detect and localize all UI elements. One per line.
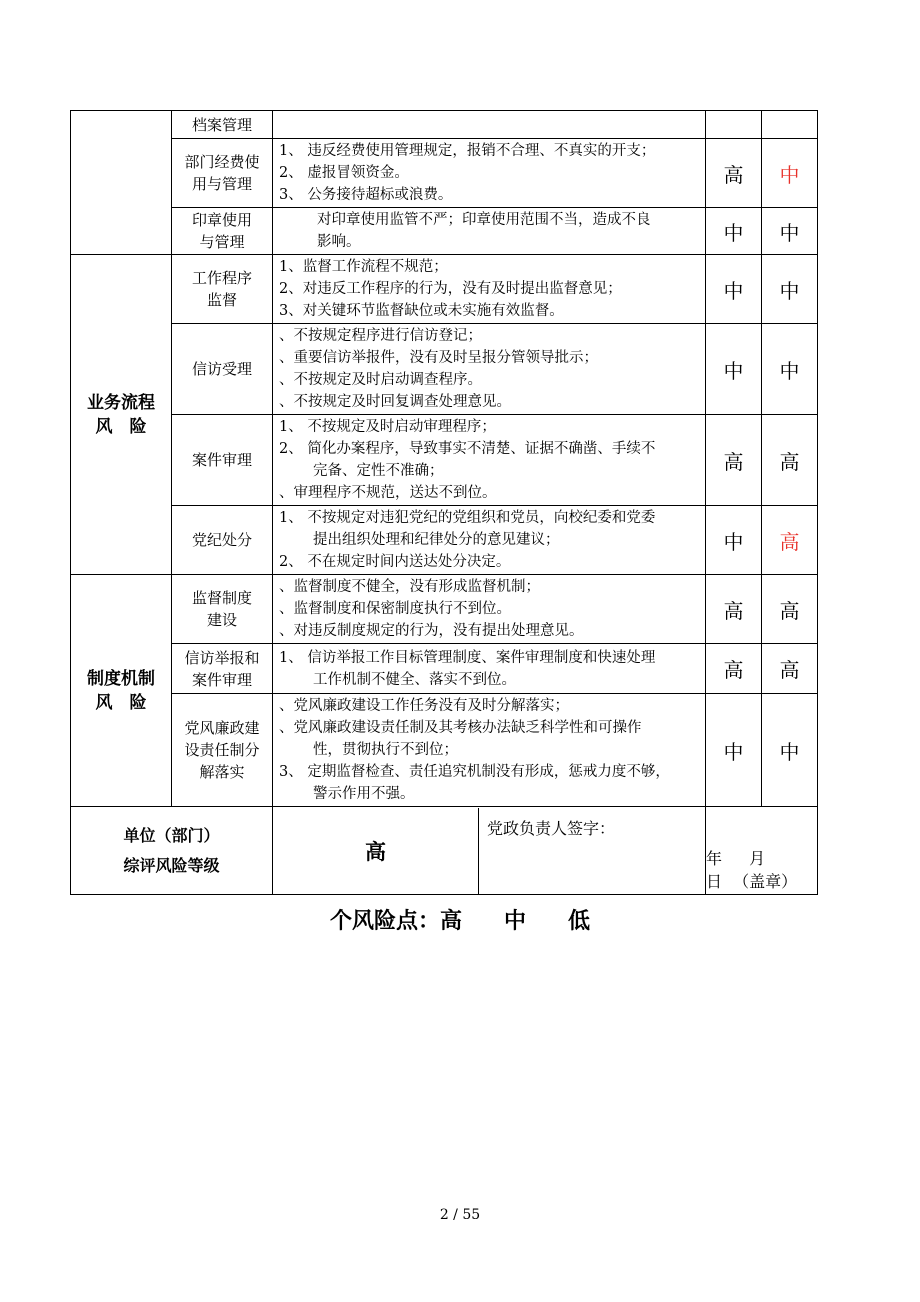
item-petition: 信访受理: [172, 324, 273, 415]
desc-workflow: 1、监督工作流程不规范； 2、对违反工作程序的行为，没有及时提出监督意见； 3、对关键环节监督缺位或未实施有效监督。: [273, 255, 706, 324]
legend-low: 低: [568, 909, 591, 934]
desc-seal: 对印章使用监管不严；印章使用范围不当，造成不良 影响。: [273, 208, 706, 255]
level-petition-1: 中: [706, 324, 762, 415]
level-funds-2: 中: [762, 139, 818, 208]
level-case-2: 高: [762, 415, 818, 506]
category-cell-empty: [71, 111, 172, 255]
item-case: 案件审理: [172, 415, 273, 506]
signature-date: 年 月 日 （盖章）: [706, 849, 798, 891]
signature-area: [479, 808, 705, 894]
item-report: 信访举报和案件审理: [172, 644, 273, 694]
level-funds-1: 高: [706, 139, 762, 208]
level-integrity-2: 中: [762, 694, 818, 807]
legend-high: 高: [439, 909, 462, 934]
item-archive: 档案管理: [172, 111, 273, 139]
legend-label: 个风险点：: [329, 909, 440, 934]
desc-supervision: 、监督制度不健全，没有形成监督机制； 、监督制度和保密制度执行不到位。 、对违反制度规定的行为，没有提出处理意见。: [273, 575, 706, 644]
signature-date-cell: [706, 807, 818, 895]
desc-case: 1、 不按规定及时启动审理程序； 2、 简化办案程序，导致事实不清楚、证据不确凿、手续不 完备、定性不准确； 、审理程序不规范，送达不到位。: [273, 415, 706, 506]
table-row: [71, 139, 818, 208]
item-discipline: 党纪处分: [172, 506, 273, 575]
level-workflow-1: 中: [706, 255, 762, 324]
desc-discipline: 1、 不按规定对违犯党纪的党组织和党员，向校纪委和党委 提出组织处理和纪律处分的意见建议； 2、 不在规定时间内送达处分决定。: [273, 506, 706, 575]
table-row: [71, 111, 818, 139]
table-row: [71, 208, 818, 255]
level-archive-1: [706, 111, 762, 139]
desc-petition: 、不按规定程序进行信访登记； 、重要信访举报件，没有及时呈报分管领导批示； 、不按规定及时启动调查程序。 、不按规定及时回复调查处理意见。: [273, 324, 706, 415]
legend-mid: 中: [504, 909, 527, 934]
level-petition-2: 中: [762, 324, 818, 415]
desc-funds: 1、 违反经费使用管理规定，报销不合理、不真实的开支； 2、 虚报冒领资金。 3、 公务接待超标或浪费。: [273, 139, 706, 208]
level-report-2: 高: [762, 644, 818, 694]
item-workflow: 工作程序监督: [172, 255, 273, 324]
level-integrity-1: 中: [706, 694, 762, 807]
desc-archive: [273, 111, 706, 139]
signature-label: 党政负责人签字：: [487, 818, 616, 838]
level-workflow-2: 中: [762, 255, 818, 324]
category-system-risk: 制度机制风 险: [71, 575, 172, 807]
level-seal-1: 中: [706, 208, 762, 255]
desc-integrity: 、党风廉政建设工作任务没有及时分解落实； 、党风廉政建设责任制及其考核办法缺乏科学性和可操作 性，贯彻执行不到位； 3、 定期监督检查、责任追究机制没有形成，惩戒力度不够， 警示作用不强。: [273, 694, 706, 807]
level-supervision-1: 高: [706, 575, 762, 644]
item-funds: 部门经费使用与管理: [172, 139, 273, 208]
summary-row: [71, 807, 818, 895]
category-business-risk: 业务流程风 险: [71, 255, 172, 575]
summary-risk-level: 高 党政负责人签字：: [273, 807, 706, 895]
risk-legend: [0, 904, 920, 935]
item-supervision: 监督制度建设: [172, 575, 273, 644]
item-integrity: 党风廉政建设责任制分解落实: [172, 694, 273, 807]
level-seal-2: 中: [762, 208, 818, 255]
summary-label: 单位（部门） 综评风险等级: [71, 807, 273, 895]
table-row: [71, 694, 818, 807]
level-archive-2: [762, 111, 818, 139]
item-seal: 印章使用与管理: [172, 208, 273, 255]
page-number: 2 / 55: [439, 1207, 481, 1223]
table-row: [71, 644, 818, 694]
table-row: [71, 506, 818, 575]
level-supervision-2: 高: [762, 575, 818, 644]
level-case-1: 高: [706, 415, 762, 506]
table-row: [71, 324, 818, 415]
desc-report: 1、 信访举报工作目标管理制度、案件审理制度和快速处理 工作机制不健全、落实不到位。: [273, 644, 706, 694]
level-discipline-2: 高: [762, 506, 818, 575]
level-report-1: 高: [706, 644, 762, 694]
level-discipline-1: 中: [706, 506, 762, 575]
risk-table: [70, 110, 818, 895]
table-row: [71, 255, 818, 324]
table-row: [71, 415, 818, 506]
table-row: [71, 575, 818, 644]
